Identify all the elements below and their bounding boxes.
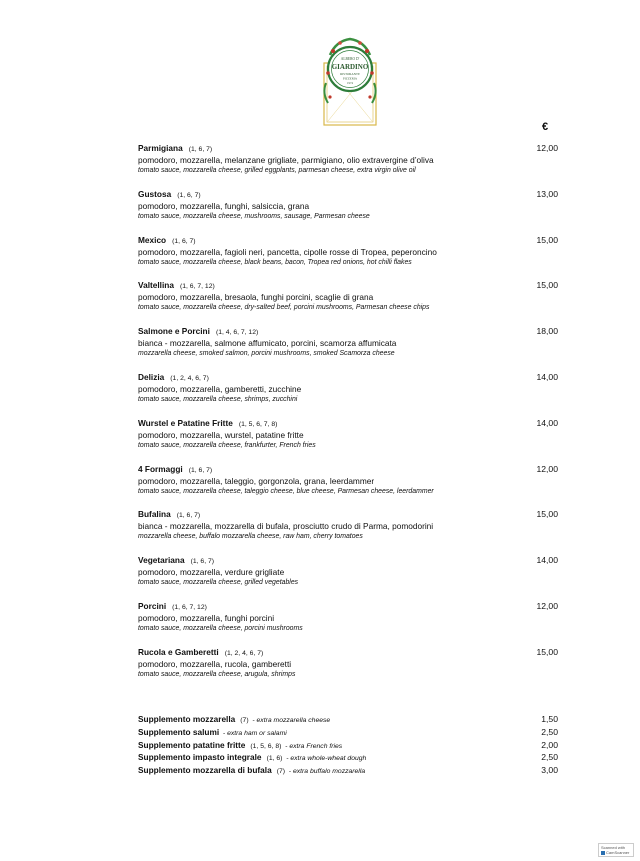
menu-item: [138, 647, 558, 693]
item-name: Delizia: [138, 371, 165, 382]
menu-item: [138, 235, 558, 281]
supplement-english: extra buffalo mozzarella: [292, 768, 366, 776]
item-ingredients-it: pomodoro, mozzarella, gamberetti, zucchine: [138, 383, 302, 394]
item-price: 18,00: [536, 326, 558, 337]
item-allergens: (1, 6, 7): [177, 191, 201, 199]
item-allergens: (1, 4, 6, 7, 12): [215, 329, 259, 337]
item-name: 4 Formaggi: [138, 463, 183, 474]
menu-item: [138, 509, 558, 555]
item-ingredients-en: mozzarella cheese, buffalo mozzarella cheese, raw ham, cherry tomatoes: [138, 533, 363, 541]
menu-item: [138, 326, 558, 372]
item-ingredients-it: pomodoro, mozzarella, verdure grigliate: [138, 567, 285, 578]
item-ingredients-en: tomato sauce, mozzarella cheese, mushrooms, sausage, Parmesan cheese: [138, 212, 370, 220]
item-allergens: (1, 2, 4, 6, 7): [224, 649, 264, 657]
supplement-english: extra mozzarella cheese: [256, 717, 331, 724]
item-ingredients-it: pomodoro, mozzarella, melanzane grigliate, parmigiano, olio extravergine d’oliva: [138, 155, 434, 165]
item-price: 12,00: [536, 143, 558, 153]
supplement-row: Supplemento impasto integrale (1, 6) - extra whole-wheat dough 2,50: [138, 752, 558, 763]
supplement-allergens: (1, 6): [266, 755, 283, 763]
supplement-english: extra whole-wheat dough: [290, 755, 367, 763]
item-allergens: (1, 2, 4, 6, 7): [170, 374, 209, 382]
item-price: 14,00: [536, 555, 558, 566]
supplement-price: 1,50: [541, 714, 558, 724]
item-title-line: [138, 647, 558, 659]
supplement-name: Supplemento mozzarella di bufala: [138, 765, 272, 776]
item-ingredients-en: tomato sauce, mozzarella cheese, grilled eggplants, parmesan cheese, extra virgin olive oil: [138, 167, 416, 174]
item-price: 12,00: [536, 600, 558, 611]
supplement-english: extra ham or salami: [227, 729, 287, 737]
item-ingredients-it: bianca - mozzarella, mozzarella di bufala, prosciutto crudo di Parma, pomodorini: [138, 521, 434, 532]
item-name: Gustosa: [138, 188, 172, 199]
item-ingredients-en: tomato sauce, mozzarella cheese, taleggio cheese, blue cheese, Parmesan cheese, leerdammer: [138, 487, 434, 495]
item-price: 15,00: [536, 646, 558, 657]
item-name: Porcini: [138, 600, 167, 611]
menu-item: [138, 280, 558, 326]
supplement-name: Supplemento mozzarella: [138, 714, 236, 724]
svg-text:1974: 1974: [347, 81, 353, 85]
item-allergens: (1, 6, 7): [188, 466, 213, 474]
supplement-allergens: (7): [240, 717, 249, 724]
item-allergens: (1, 6, 7): [172, 237, 196, 245]
item-price: 14,00: [536, 371, 558, 382]
svg-text:GIARDINO: GIARDINO: [331, 63, 369, 71]
item-ingredients-en: mozzarella cheese, smoked salmon, porcini mushrooms, smoked Scamorza cheese: [138, 350, 395, 358]
supplement-name: Supplemento patatine fritte: [138, 739, 246, 750]
item-price: 15,00: [536, 280, 558, 291]
supplement-price: 2,50: [541, 752, 558, 763]
item-title-line: [138, 189, 558, 201]
item-title-line: [138, 418, 558, 430]
item-ingredients-it: pomodoro, mozzarella, taleggio, gorgonzola, grana, leerdammer: [138, 475, 375, 486]
item-ingredients-it: pomodoro, mozzarella, bresaola, funghi porcini, scaglie di grana: [138, 292, 374, 303]
item-ingredients-en: tomato sauce, mozzarella cheese, arugula, shrimps: [138, 670, 296, 678]
item-title-line: [138, 326, 558, 338]
pizza-list: [138, 143, 558, 693]
item-name: Vegetariana: [138, 555, 185, 566]
supplement-name: Supplemento impasto integrale: [138, 752, 262, 763]
supplement-english: extra French fries: [289, 742, 343, 750]
currency-symbol: €: [542, 121, 549, 133]
item-ingredients-en: tomato sauce, mozzarella cheese, black beans, bacon, Tropea red onions, hot chilli flakes: [138, 258, 412, 266]
item-ingredients-it: pomodoro, mozzarella, fagioli neri, pancetta, cipolle rosse di Tropea, peperoncino: [138, 246, 437, 257]
restaurant-logo: [318, 33, 382, 129]
supplement-row: Supplemento patatine fritte (1, 5, 6, 8) - extra French fries 2,00: [138, 739, 558, 750]
supplements-list: [138, 713, 558, 777]
item-title-line: [138, 509, 558, 521]
item-title-line: [138, 372, 558, 384]
menu-item: [138, 372, 558, 418]
badge-brand: CamScanner: [606, 850, 630, 855]
camscanner-icon: [601, 851, 605, 855]
supplement-row: Supplemento salumi - extra ham or salami 2,50: [138, 726, 558, 737]
svg-text:ALBERO D': ALBERO D': [340, 57, 360, 61]
item-title-line: [138, 555, 558, 567]
item-price: 13,00: [536, 188, 558, 199]
item-title-line: [138, 601, 558, 613]
item-allergens: (1, 6, 7): [176, 512, 201, 520]
item-ingredients-en: tomato sauce, mozzarella cheese, frankfurter, French fries: [138, 441, 316, 449]
menu-item: [138, 418, 558, 464]
item-title-line: [138, 280, 558, 292]
item-allergens: (1, 5, 6, 7, 8): [238, 420, 278, 428]
item-price: 12,00: [536, 463, 558, 474]
item-ingredients-it: pomodoro, mozzarella, wurstel, patatine fritte: [138, 429, 304, 440]
camscanner-badge: [598, 843, 634, 857]
item-ingredients-it: pomodoro, mozzarella, funghi porcini: [138, 612, 275, 623]
svg-text:RISTORANTE: RISTORANTE: [340, 72, 360, 76]
item-ingredients-en: tomato sauce, mozzarella cheese, dry-salted beef, porcini mushrooms, Parmesan cheese chips: [138, 304, 430, 312]
supplement-allergens: (7): [276, 768, 286, 776]
item-name: Rucola e Gamberetti: [138, 646, 219, 657]
item-name: Wurstel e Patatine Fritte: [138, 417, 233, 428]
item-allergens: (1, 6, 7): [188, 146, 213, 153]
supplement-row: Supplemento mozzarella (7) - extra mozzarella cheese 1,50: [138, 714, 558, 724]
item-ingredients-it: bianca - mozzarella, salmone affumicato, porcini, scamorza affumicata: [138, 338, 397, 349]
supplement-row: Supplemento mozzarella di bufala (7) - extra buffalo mozzarella 3,00: [138, 765, 558, 776]
item-ingredients-en: tomato sauce, mozzarella cheese, shrimps, zucchini: [138, 395, 298, 403]
item-price: 15,00: [536, 509, 558, 520]
supplement-allergens: (1, 5, 6, 8): [250, 742, 282, 750]
item-ingredients-it: pomodoro, mozzarella, rucola, gamberetti: [138, 658, 292, 669]
item-ingredients-it: pomodoro, mozzarella, funghi, salsiccia, grana: [138, 200, 310, 211]
badge-caption: Scanned with: [601, 845, 626, 850]
item-allergens: (1, 6, 7, 12): [172, 603, 207, 611]
svg-text:PIZZERIA: PIZZERIA: [342, 76, 358, 81]
logo-emblem-icon: [318, 33, 382, 129]
menu-item: [138, 464, 558, 510]
item-name: Valtellina: [138, 280, 174, 291]
supplement-name: Supplemento salumi: [138, 726, 220, 737]
item-allergens: (1, 6, 7, 12): [179, 283, 215, 291]
supplement-price: 2,00: [541, 739, 558, 750]
item-ingredients-en: tomato sauce, mozzarella cheese, grilled vegetables: [138, 579, 299, 587]
menu-item: [138, 143, 558, 189]
item-name: Bufalina: [138, 509, 171, 520]
supplement-price: 2,50: [541, 726, 558, 737]
item-allergens: (1, 6, 7): [190, 558, 215, 566]
menu-item: [138, 555, 558, 601]
item-price: 15,00: [536, 234, 558, 245]
menu-item: [138, 189, 558, 235]
item-title-line: [138, 235, 558, 247]
item-ingredients-en: tomato sauce, mozzarella cheese, porcini mushrooms: [138, 624, 303, 632]
item-price: 14,00: [536, 417, 558, 428]
item-title-line: [138, 464, 558, 476]
menu-item: [138, 601, 558, 647]
supplement-price: 3,00: [541, 765, 558, 776]
item-name: Parmigiana: [138, 143, 183, 153]
item-name: Mexico: [138, 234, 167, 245]
item-title-line: [138, 143, 558, 155]
item-name: Salmone e Porcini: [138, 326, 210, 337]
